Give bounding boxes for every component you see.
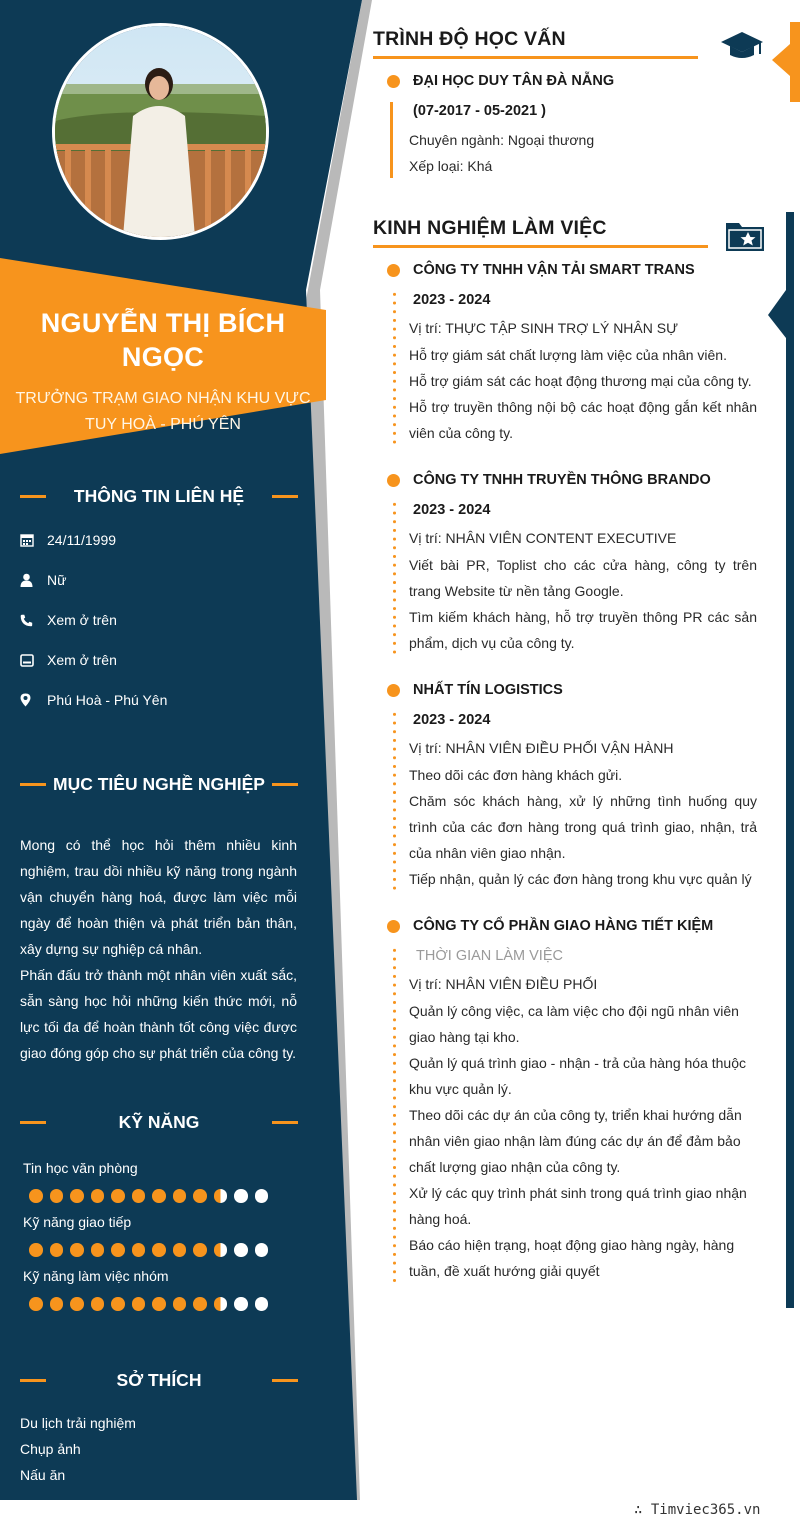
heading-bar [20,1121,46,1124]
hobbies-heading [20,1368,298,1392]
gender-value: Nữ [47,572,67,588]
timeline-bullet [387,264,400,277]
skill-rating-dot [173,1243,187,1257]
skill-rating-dot [173,1189,187,1203]
skill-rating-dot [214,1297,228,1311]
school-name: ĐẠI HỌC DUY TÂN ĐÀ NẴNG [413,73,615,89]
user-icon [20,573,47,587]
skill-rating-dot [132,1189,146,1203]
contact-address [20,690,320,710]
email-value: Xem ở trên [47,652,117,668]
job-period: 2023 - 2024 [413,502,491,518]
phone-icon [20,614,47,627]
skills-heading [20,1110,298,1134]
skill-rating-dot [70,1189,84,1203]
skill-rating [29,1189,268,1203]
skill-rating-dot [29,1189,43,1203]
school-period: (07-2017 - 05-2021 ) [413,103,546,119]
heading-bar [20,783,46,786]
skill-rating-dot [152,1297,166,1311]
skill-rating-dot [234,1189,248,1203]
profile-photo [52,23,269,240]
job-tasks [409,342,757,446]
timeline-line [393,710,396,892]
skill-rating-dot [70,1297,84,1311]
job-task: Viết bài PR, Toplist cho các cửa hàng, công ty trên trang Website từ nền tảng Google. [409,557,757,599]
company-name: CÔNG TY CỔ PHẦN GIAO HÀNG TIẾT KIỆM [413,918,714,934]
footer-brand: ∴ Timviec365.vn [634,1502,761,1518]
objective-paragraph: Mong có thể học hỏi thêm nhiều kinh nghiệm, trau dồi nhiều kỹ năng trong ngành vận chuyển hàng hoá, được làm việc mỗi ngày để hoàn thiện và phát triển bản thân, xây dựng sự nghiệp cá nhân. [20,837,297,957]
job-tasks [409,998,757,1284]
job-task: Chăm sóc khách hàng, xử lý những tình huống quy trình của các đơn hàng trong quá trình giao, nhận, trả của nhân viên giao nhận. [409,793,757,861]
timeline-bullet [387,920,400,933]
skill-rating-dot [193,1297,207,1311]
skill-rating-dot [255,1243,269,1257]
location-icon [20,693,47,707]
heading-underline [373,245,708,248]
skill-rating-dot [50,1243,64,1257]
star-folder-icon [725,218,765,257]
skill-rating-dot [132,1297,146,1311]
job-task: Tìm kiếm khách hàng, hỗ trợ truyền thông PR các sản phẩm, dịch vụ của công ty. [409,609,757,651]
skill-rating-dot [152,1243,166,1257]
contact-gender [20,570,320,590]
job-period: 2023 - 2024 [413,712,491,728]
email-icon [20,654,47,667]
job-task: Báo cáo hiện trạng, hoạt động giao hàng ngày, hàng tuần, đề xuất hướng giải quyết [409,1237,735,1279]
skill-rating-dot [91,1243,105,1257]
hobby-item: Du lịch trải nghiệm [20,1415,136,1431]
job-task: Hỗ trợ giám sát các hoạt động thương mại của công ty. [409,373,752,389]
timeline-line [393,290,396,446]
calendar-icon [20,533,47,547]
skill-rating-dot [234,1243,248,1257]
skill-rating-dot [50,1297,64,1311]
objective-heading [20,772,298,796]
skill-rating-dot [234,1297,248,1311]
heading-bar [20,495,46,498]
skill-rating-dot [70,1243,84,1257]
job-position: Vị trí: NHÂN VIÊN ĐIỀU PHỐI VẬN HÀNH [409,740,674,756]
skill-rating-dot [91,1297,105,1311]
job-position: Vị trí: THỰC TẬP SINH TRỢ LÝ NHÂN SỰ [409,320,679,336]
contact-birthday [20,530,320,550]
company-name: NHẤT TÍN LOGISTICS [413,682,563,698]
timeline-bullet [387,75,400,88]
contact-heading [20,484,298,508]
timeline-line [393,946,396,1282]
heading-bar [272,1121,298,1124]
skill-name: Kỹ năng làm việc nhóm [23,1268,169,1284]
skill-rating-dot [214,1243,228,1257]
skills-heading-text: KỸ NĂNG [118,1111,200,1132]
skill-name: Kỹ năng giao tiếp [23,1214,132,1230]
skill-rating-dot [29,1243,43,1257]
school-grade: Xếp loại: Khá [409,158,493,174]
job-task: Quản lý quá trình giao - nhận - trả của hàng hóa thuộc khu vực quản lý. [409,1055,747,1097]
address-value: Phú Hoà - Phú Yên [47,692,168,708]
skill-name: Tin học văn phòng [23,1160,138,1176]
candidate-job-title: TRƯỞNG TRẠM GIAO NHẬN KHU VỰC TUY HOÀ - PHÚ YÊN [15,390,311,433]
job-position: Vị trí: NHÂN VIÊN ĐIỀU PHỐI [409,976,598,992]
company-name: CÔNG TY TNHH TRUYỀN THÔNG BRANDO [413,472,711,488]
skill-rating-dot [50,1189,64,1203]
job-period: 2023 - 2024 [413,292,491,308]
heading-underline [373,56,698,59]
school-major: Chuyên ngành: Ngoại thương [409,132,595,148]
education-heading: TRÌNH ĐỘ HỌC VẤN [373,28,566,50]
company-name: CÔNG TY TNHH VẬN TẢI SMART TRANS [413,262,695,278]
skill-rating-dot [111,1189,125,1203]
job-position: Vị trí: NHÂN VIÊN CONTENT EXECUTIVE [409,530,677,546]
skill-rating-dot [173,1297,187,1311]
skill-rating-dot [193,1189,207,1203]
skill-rating-dot [111,1243,125,1257]
skill-rating-dot [91,1189,105,1203]
job-task: Xử lý các quy trình phát sinh trong quá trình giao nhận hàng hoá. [409,1185,747,1227]
birthday-value: 24/11/1999 [47,532,117,548]
experience-heading: KINH NGHIỆM LÀM VIỆC [373,217,607,239]
contact-heading-text: THÔNG TIN LIÊN HỆ [73,485,245,506]
skill-rating-dot [152,1189,166,1203]
skill-rating-dot [111,1297,125,1311]
job-tasks [409,552,757,656]
skill-rating-dot [214,1189,228,1203]
objective-paragraph: Phấn đấu trở thành một nhân viên xuất sắc, sẵn sàng học hỏi những kiến thức mới, nỗ lực tối đa để hoàn thành tốt công việc được giao đóng góp cho sự phát triển của công ty. [20,967,297,1061]
navy-side-tab-icon [768,280,794,355]
skill-rating-dot [255,1189,269,1203]
job-task: Theo dõi các dự án của công ty, triển khai hướng dẫn nhân viên giao nhận làm đúng các dự án để đảm bảo chất lượng giao nhận của công ty. [409,1107,742,1175]
job-tasks [409,762,757,892]
heading-bar [20,1379,46,1382]
heading-bar [272,783,298,786]
job-period: THỜI GIAN LÀM VIỆC [416,948,563,964]
name-banner [0,306,326,438]
timeline-bullet [387,684,400,697]
contact-phone [20,610,320,630]
timeline-line [393,500,396,656]
skill-rating-dot [29,1297,43,1311]
graduation-cap-icon [720,30,764,67]
timeline-bullet [387,474,400,487]
job-task: Hỗ trợ truyền thông nội bộ các hoạt động gắn kết nhân viên của công ty. [409,399,757,441]
heading-bar [272,495,298,498]
skill-rating-dot [132,1243,146,1257]
timeline-line [390,102,393,178]
job-task: Quản lý công việc, ca làm việc cho đội ngũ nhân viên giao hàng tại kho. [409,1003,739,1045]
phone-value: Xem ở trên [47,612,117,628]
objective-text [20,832,297,1066]
contact-email [20,650,320,670]
skill-rating-dot [193,1243,207,1257]
hobby-item: Chụp ảnh [20,1441,81,1457]
skill-rating [29,1243,268,1257]
orange-side-tab-icon [772,22,800,107]
hobbies-heading-text: SỞ THÍCH [116,1369,202,1390]
hobby-item: Nấu ăn [20,1467,66,1483]
job-task: Tiếp nhận, quản lý các đơn hàng trong khu vực quản lý [409,871,752,887]
job-task: Theo dõi các đơn hàng khách gửi. [409,767,623,783]
candidate-name: NGUYỄN THỊ BÍCH NGỌC [40,308,286,372]
job-task: Hỗ trợ giám sát chất lượng làm việc của nhân viên. [409,347,727,363]
skill-rating-dot [255,1297,269,1311]
heading-bar [272,1379,298,1382]
skill-rating [29,1297,268,1311]
objective-heading-text: MỤC TIÊU NGHỀ NGHIỆP [53,773,265,794]
